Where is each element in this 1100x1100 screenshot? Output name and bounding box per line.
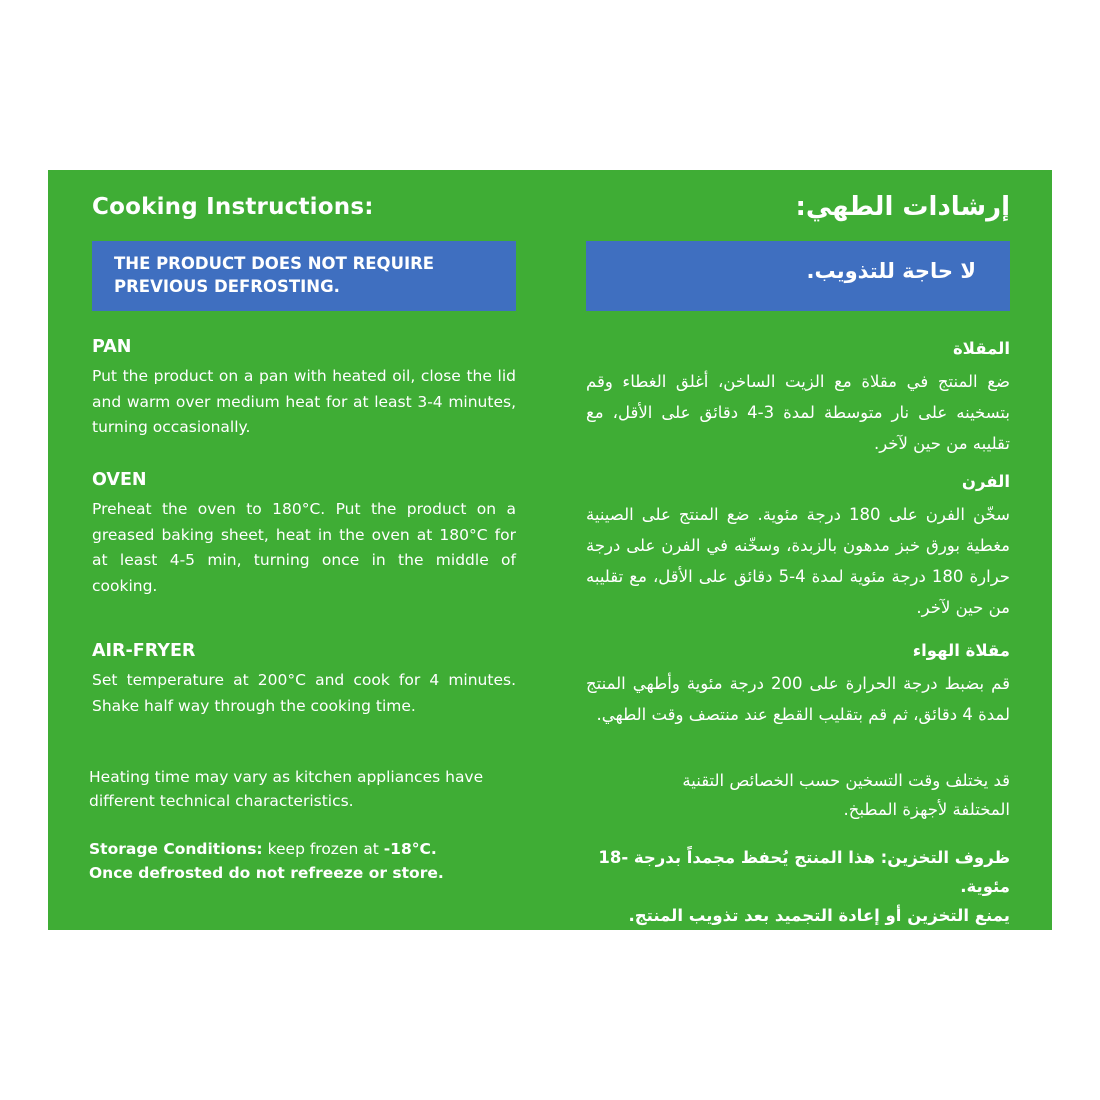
arabic-oven-heading: الفرن [961, 472, 1010, 491]
english-airfryer-body: Set temperature at 200°C and cook for 4 minutes. Shake half way through the cooking time. [92, 671, 516, 715]
english-storage-line2: Once defrosted do not refreeze or store. [89, 864, 444, 882]
english-notice-line1: THE PRODUCT DOES NOT REQUIRE [114, 254, 435, 273]
arabic-defrost-notice [586, 241, 1010, 311]
arabic-notice-text: لا حاجة للتذويب. [806, 259, 976, 283]
arabic-storage-line2: يمنع التخزين أو إعادة التجميد بعد تذويب المنتج. [628, 906, 1010, 925]
english-notice-line2: PREVIOUS DEFROSTING. [114, 277, 340, 296]
english-storage-conditions [89, 837, 516, 885]
english-pan-heading: PAN [92, 337, 132, 357]
english-storage-text: keep frozen at [262, 840, 384, 858]
arabic-oven-body: سخّن الفرن على 180 درجة مئوية. ضع المنتج على الصينية مغطية بورق خبز مدهون بالزبدة، وسخّنه في الفرن على درجة حرارة 180 درجة مئوية لمدة 4-5 دقائق على الأقل، مع تقليبه من حين لآخر. [586, 505, 1011, 617]
arabic-pan-heading: المقلاة [952, 339, 1010, 358]
arabic-pan-body: ضع المنتج في مقلاة مع الزيت الساخن، أغلق الغطاء وقم بتسخينه على نار متوسطة لمدة 3-4 دقائق على الأقل، مع تقليبه من حين لآخر. [586, 372, 1010, 453]
english-oven-heading: OVEN [92, 470, 147, 490]
arabic-oven-section [586, 471, 1010, 623]
arabic-airfryer-heading: مقلاة الهواء [912, 641, 1010, 660]
english-storage-temp: -18°C. [383, 840, 437, 858]
english-defrost-notice [92, 241, 516, 311]
arabic-airfryer-body: قم بضبط درجة الحرارة على 200 درجة مئوية وأطهي المنتج لمدة 4 دقائق، ثم قم بتقليب القطع عند منتصف وقت الطهي. [586, 674, 1010, 724]
arabic-airfryer-section [586, 640, 1010, 730]
english-pan-section [92, 336, 516, 441]
instructions-panel [48, 170, 1052, 930]
english-airfryer-heading: AIR-FRYER [92, 641, 196, 661]
arabic-heating-note: قد يختلف وقت التسخين حسب الخصائص التقنية المختلفة لأجهزة المطبخ. [682, 771, 1010, 819]
arabic-pan-section [586, 338, 1010, 459]
english-pan-body: Put the product on a pan with heated oil, close the lid and warm over medium heat for at least 3-4 minutes, turning occasionally. [92, 367, 516, 436]
arabic-storage-conditions [586, 843, 1010, 930]
english-oven-section [92, 469, 516, 599]
english-storage-label: Storage Conditions: [89, 840, 263, 858]
english-oven-body: Preheat the oven to 180°C. Put the product on a greased baking sheet, heat in the oven at 180°C for at least 4-5 min, turning once in the middle of cooking. [92, 500, 516, 595]
arabic-storage-line1: ظروف التخزين: هذا المنتج يُحفظ مجمداً بدرجة -18 مئوية. [598, 848, 1010, 896]
arabic-title: إرشادات الطهي: [795, 192, 1010, 222]
english-airfryer-section [92, 640, 516, 719]
english-heating-note: Heating time may vary as kitchen appliances have different technical characteristics. [89, 768, 484, 810]
english-title: Cooking Instructions: [92, 194, 374, 220]
